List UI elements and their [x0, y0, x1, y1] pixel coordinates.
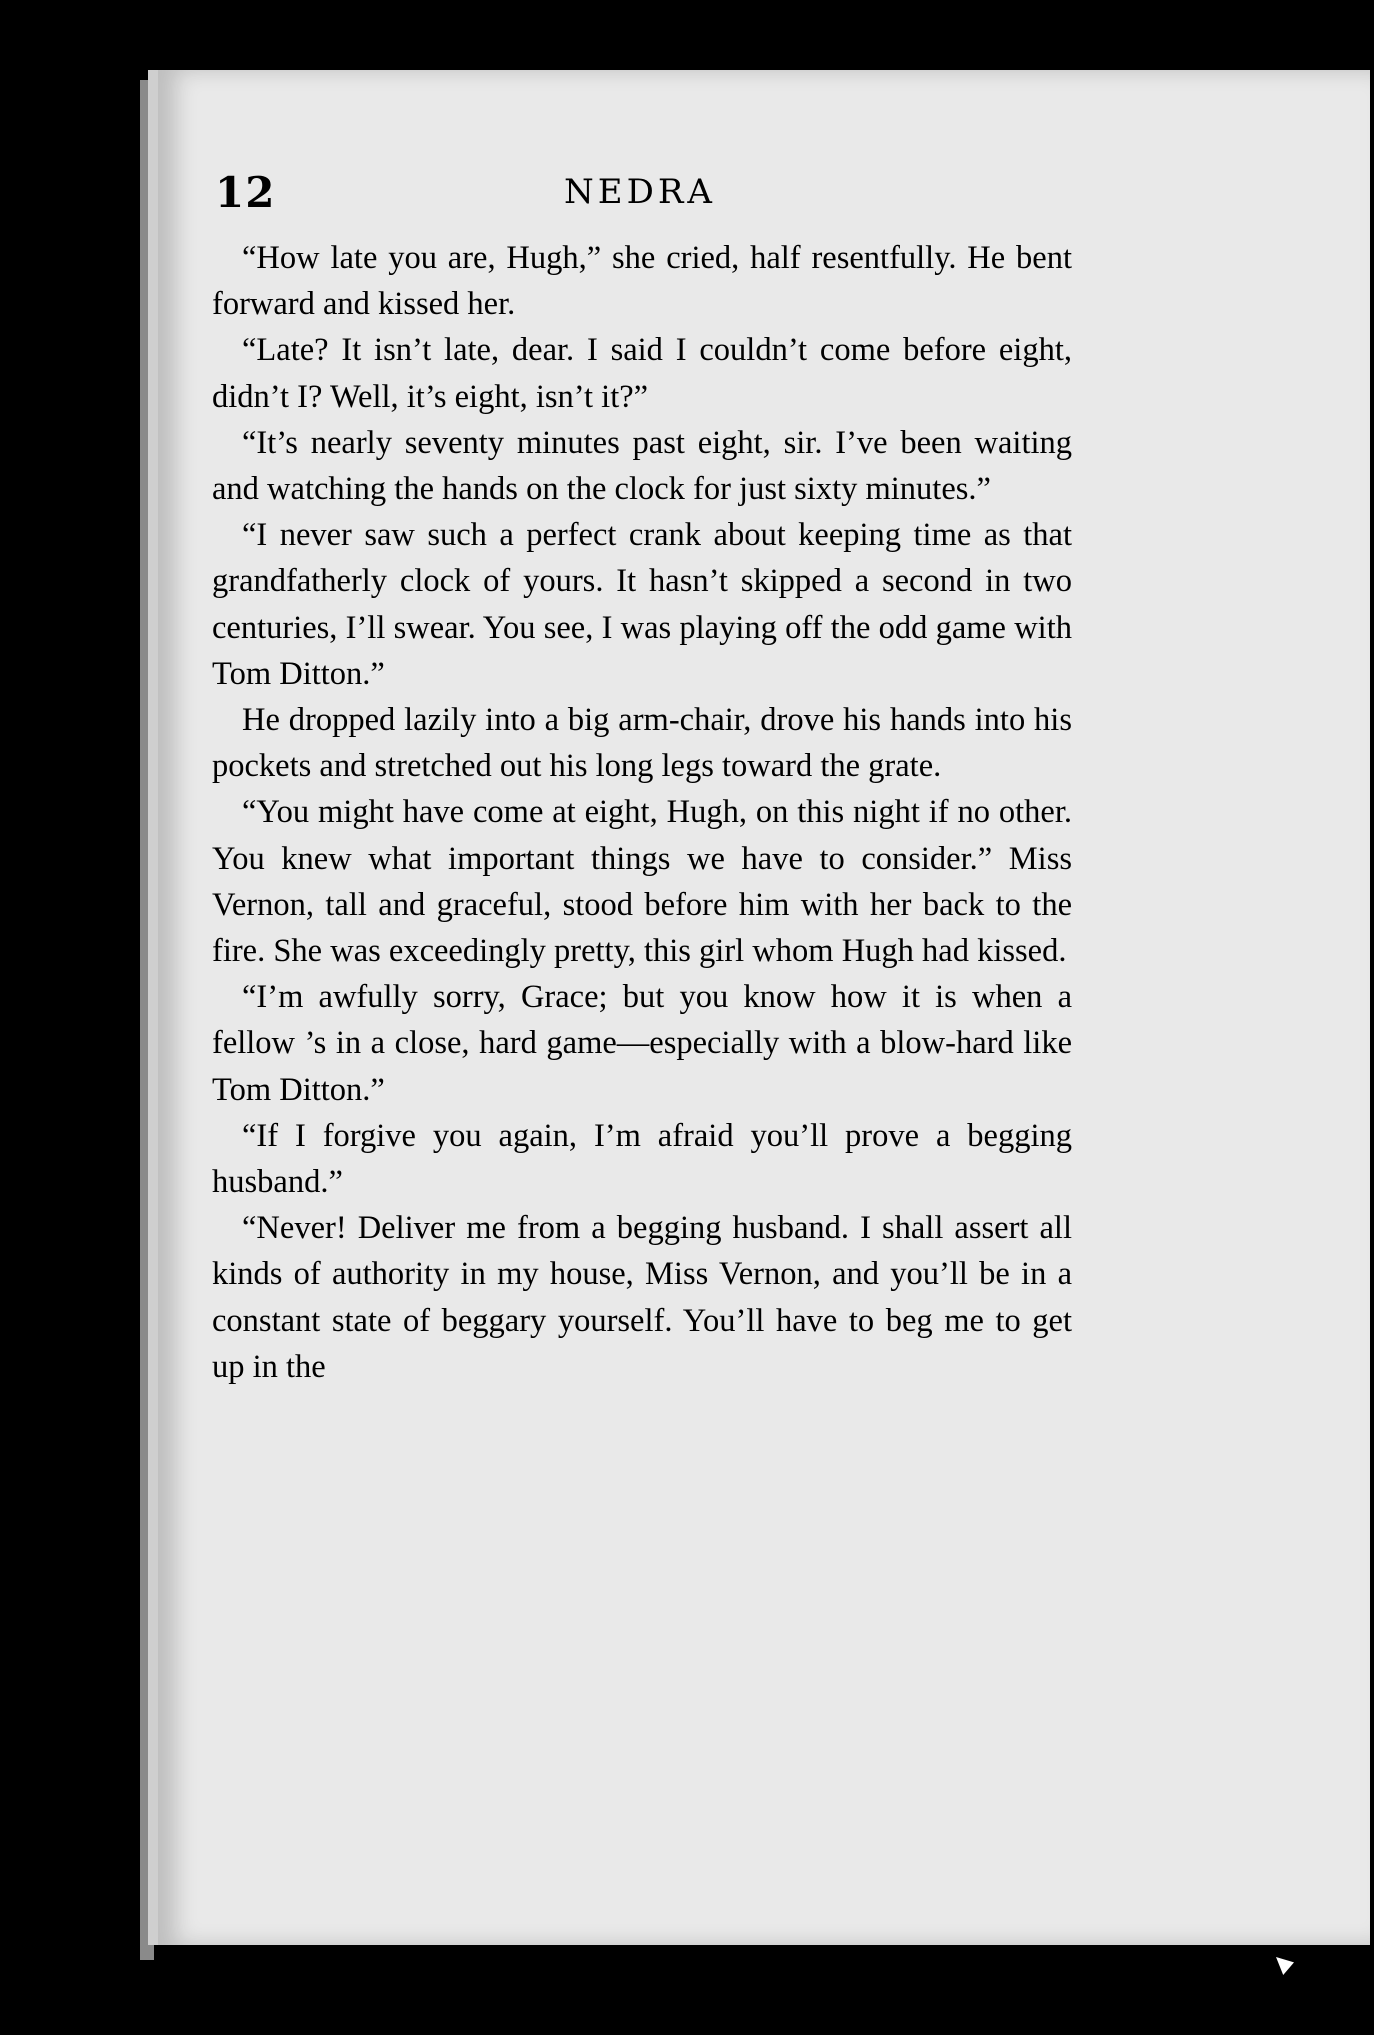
paragraph: “You might have come at eight, Hugh, on this night if no other. You knew what important things we have to consider.” Miss Vernon, tall and graceful, stood before him with her back to the fire. She was exceedingly pretty, this girl whom Hugh had kissed. [212, 794, 1072, 970]
page-number: 12 [215, 168, 276, 217]
paragraph: “It’s nearly seventy minutes past eight, sir. I’ve been waiting and watching the hands on the clock for just sixty minutes.” [212, 424, 1072, 508]
paragraph: “How late you are, Hugh,” she cried, half resentfully. He bent forward and kissed her. [212, 240, 1072, 323]
paragraph: “I never saw such a perfect crank about keeping time as that grandfatherly clock of yours. It hasn’t skipped a second in two centuries, I’ll swear. You see, I was playing off the odd game with Tom Ditton.” [212, 517, 1072, 692]
paragraph: “Never! Deliver me from a begging husband. I shall assert all kinds of authority in my house, Miss Vernon, and you’ll be in a constant state of beggary yourself. You’ll have to beg me to get up in the [212, 1210, 1072, 1385]
body-text [212, 235, 1072, 1390]
paragraph: “If I forgive you again, I’m afraid you’ll prove a begging husband.” [212, 1117, 1072, 1201]
page-header [215, 168, 1065, 228]
paragraph: He dropped lazily into a big arm-chair, drove his hands into his pockets and stretched out his long legs toward the grate. [212, 702, 1072, 785]
paragraph: “Late? It isn’t late, dear. I said I couldn’t come before eight, didn’t I? Well, it’s eight, isn’t it?” [212, 332, 1072, 415]
running-title: NEDRA [564, 172, 716, 212]
paragraph: “I’m awfully sorry, Grace; but you know how it is when a fellow ’s in a close, hard game—especially with a blow-hard like Tom Ditton.” [212, 979, 1072, 1108]
scan-corner-mark [1276, 1957, 1294, 1975]
